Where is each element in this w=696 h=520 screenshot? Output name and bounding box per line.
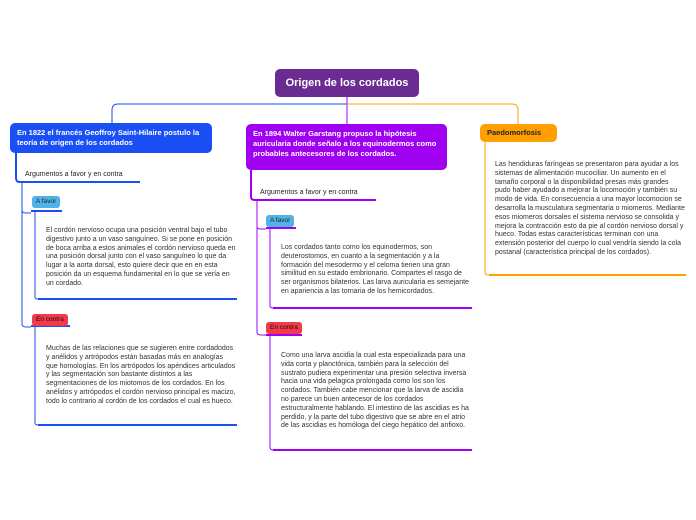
favor-tag-1-text: A favor (36, 198, 57, 205)
link-args1-contra (22, 210, 31, 327)
args-label-2-text: Argumentos a favor y en contra (260, 189, 358, 196)
root-title: Origen de los cordados (285, 77, 409, 89)
link-root-branch1 (112, 97, 347, 123)
args-label-1[interactable] (25, 170, 145, 179)
favor-tag-1[interactable] (32, 196, 60, 208)
topic-geoffroy[interactable] (10, 123, 212, 153)
topic-paedomorfosis[interactable] (480, 124, 557, 142)
link-root-branch3 (347, 104, 518, 124)
paedomorfosis-text-content: Las hendiduras faríngeas se presentaron para ayudar a los sistemas de alimentación mucociliar. Un aumento en el tamaño corporal o la disponibilidad presas más grandes pudo haber ayudado a mejorar la locomoción y también su modo de vida. En consecuencia a una mayor locomocion se desarrolla la musculatura segmentaria o miomeros. Mediante esos miomeros dorsales el sistema nervioso se consolida y mejora la contracción esto da pie al cordón nervioso dorsal y hueco. Todas estas características terminan con una extensión posterior del cuerpo lo cual vendría siendo la cola postanal (característica principal de los cordados). (495, 161, 685, 256)
topic-garstang[interactable] (246, 124, 447, 170)
favor-text-2-content: Los cordados tanto como los equinodermos, son deuterostomos, en cuanto a la segmentación y a la formación del mesodermo y el celoma tienen una gran similitud en su estado embrionario. Compartes el rasgo de ser organismos bilaterios. Las larva auricularia es semejante en apariencia a las tornaria de los hemicordados. (281, 244, 469, 295)
contra-text-2[interactable] (281, 352, 471, 431)
favor-tag-2-text: A favor (270, 217, 291, 224)
args-label-1-text: Argumentos a favor y en contra (25, 171, 123, 178)
root-topic[interactable] (275, 69, 419, 97)
args-label-2[interactable] (260, 188, 380, 197)
topic-garstang-title: En 1894 Walter Garstang propuso la hipótesis auricularia donde señalo a los equinodermos como probables antecesores de los cordados. (253, 129, 437, 158)
contra-text-1-content: Muchas de las relaciones que se sugieren entre cordadodos y anélidos y artrópodos están basadas más en analogías que homologías. En los artrópodos los apéndices articulados y las segmentación son bastante distintos a las segmentaciones de los miotomos de los cordados. En los anélidos y artrópodos el cordón nervioso principal es macizo, todo lo contrario al cordón de los cordados el cual es hueco. (46, 345, 236, 405)
contra-tag-1[interactable] (32, 314, 68, 326)
favor-text-2[interactable] (281, 244, 471, 297)
contra-tag-2-text: En contra (270, 324, 298, 331)
favor-tag-2[interactable] (266, 215, 294, 227)
link-args1-favor (22, 182, 31, 213)
contra-text-2-content: Como una larva ascidia la cual esta especializada para una vida corta y planctónica, también para la selección del sustrato pudiera experimentar una presión selectiva inversa hacia una vida pelagica prolongada como los son los cordados. También cabe mencionar que la larva de ascidia no parece un buen antecesor de los cordados estructuralmente hablando. El intestino de las ascidias es ha perdido, y la parte del tubo digestivo que se abre en el atrio de las ascidias es homóloga del ciego hepático del anfioxo. (281, 352, 469, 430)
contra-text-1[interactable] (46, 345, 236, 407)
contra-tag-1-text: En contra (36, 316, 64, 323)
topic-paedomorfosis-title: Paedomorfosis (487, 128, 542, 137)
link-args2-contra (257, 227, 266, 335)
paedomorfosis-text[interactable] (495, 161, 685, 258)
topic-geoffroy-title: En 1822 el francés Geoffroy Saint-Hilaire postulo la teoría de origen de los cordados (17, 128, 200, 147)
contra-tag-2[interactable] (266, 322, 302, 334)
favor-text-1-content: El cordón nervioso ocupa una posición ventral bajo el tubo digestivo junto a un vaso sanguíneo. Si se pone en posición de boca arriba a estos animales el cordón nervioso queda en una posición dorsal junto con el vaso sanguíneo lo que da lugar a la aorta dorsal, esto quiere decir que en en esta posición da un esquema fundamental en lo que se vería en un cordado. (46, 227, 236, 287)
link-args2-favor (257, 200, 266, 229)
favor-text-1[interactable] (46, 227, 236, 289)
